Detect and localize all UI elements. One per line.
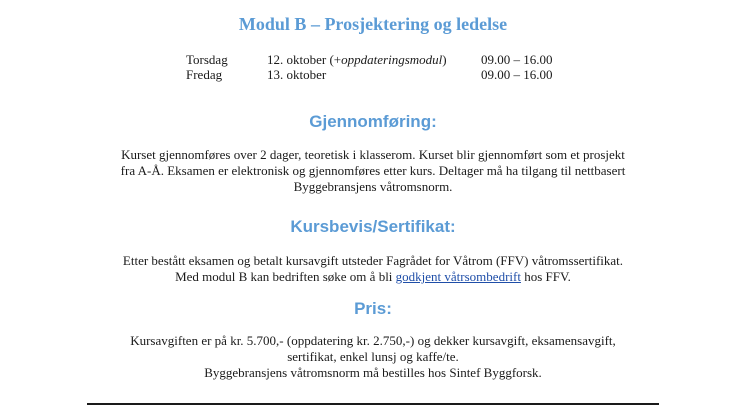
kursbevis-heading: Kursbevis/Sertifikat: <box>290 217 456 236</box>
text-line <box>70 269 676 285</box>
schedule-row <box>0 67 746 82</box>
schedule-date-text: 12. oktober <box>267 52 327 67</box>
kursbevis-text <box>70 253 676 285</box>
text-line: Byggebransjens våtromsnorm. <box>293 179 453 194</box>
module-title: Modul B – Prosjektering og ledelse <box>238 14 508 34</box>
schedule-note: oppdateringsmodul <box>341 52 443 67</box>
pris-heading: Pris: <box>354 299 392 318</box>
schedule <box>0 52 746 82</box>
schedule-day: Fredag <box>186 67 223 82</box>
text-line: Kursavgiften er på kr. 5.700,- (oppdatering kr. 2.750,-) og dekker kursavgift, eksamensavgift, <box>130 333 616 348</box>
schedule-date: 13. oktober <box>267 67 327 82</box>
text-line: Kurset gjennomføres over 2 dager, teoretisk i klasserom. Kurset blir gjennomført som et prosjekt <box>121 147 625 162</box>
text-line: Byggebransjens våtromsnorm må bestilles hos Sintef Byggforsk. <box>204 365 542 380</box>
gjennomforing-text <box>70 147 676 195</box>
text-line: sertifikat, enkel lunsj og kaffe/te. <box>287 349 459 364</box>
text-segment: hos FFV. <box>520 269 571 284</box>
gjennomforing-heading: Gjennomføring: <box>309 112 437 131</box>
schedule-time: 09.00 – 16.00 <box>481 67 553 82</box>
text-line: Etter bestått eksamen og betalt kursavgift utsteder Fagrådet for Våtrom (FFV) våtromssertifikat. <box>122 253 624 268</box>
text-line: fra A-Å. Eksamen er elektronisk og gjennomføres etter kurs. Deltager må ha tilgang til nettbasert <box>120 163 626 178</box>
godkjent-vatromsbedrift-link[interactable]: godkjent våtrsombedrift <box>395 269 521 284</box>
divider <box>87 403 659 405</box>
text-segment: Med modul B kan bedriften søke om å bli <box>175 269 396 284</box>
schedule-note-open: (+ <box>326 52 342 67</box>
schedule-note-close: ) <box>442 52 447 67</box>
schedule-time: 09.00 – 16.00 <box>481 52 553 67</box>
pris-text <box>70 333 676 381</box>
schedule-date <box>267 52 447 67</box>
schedule-day: Torsdag <box>186 52 228 67</box>
schedule-row <box>0 52 746 67</box>
